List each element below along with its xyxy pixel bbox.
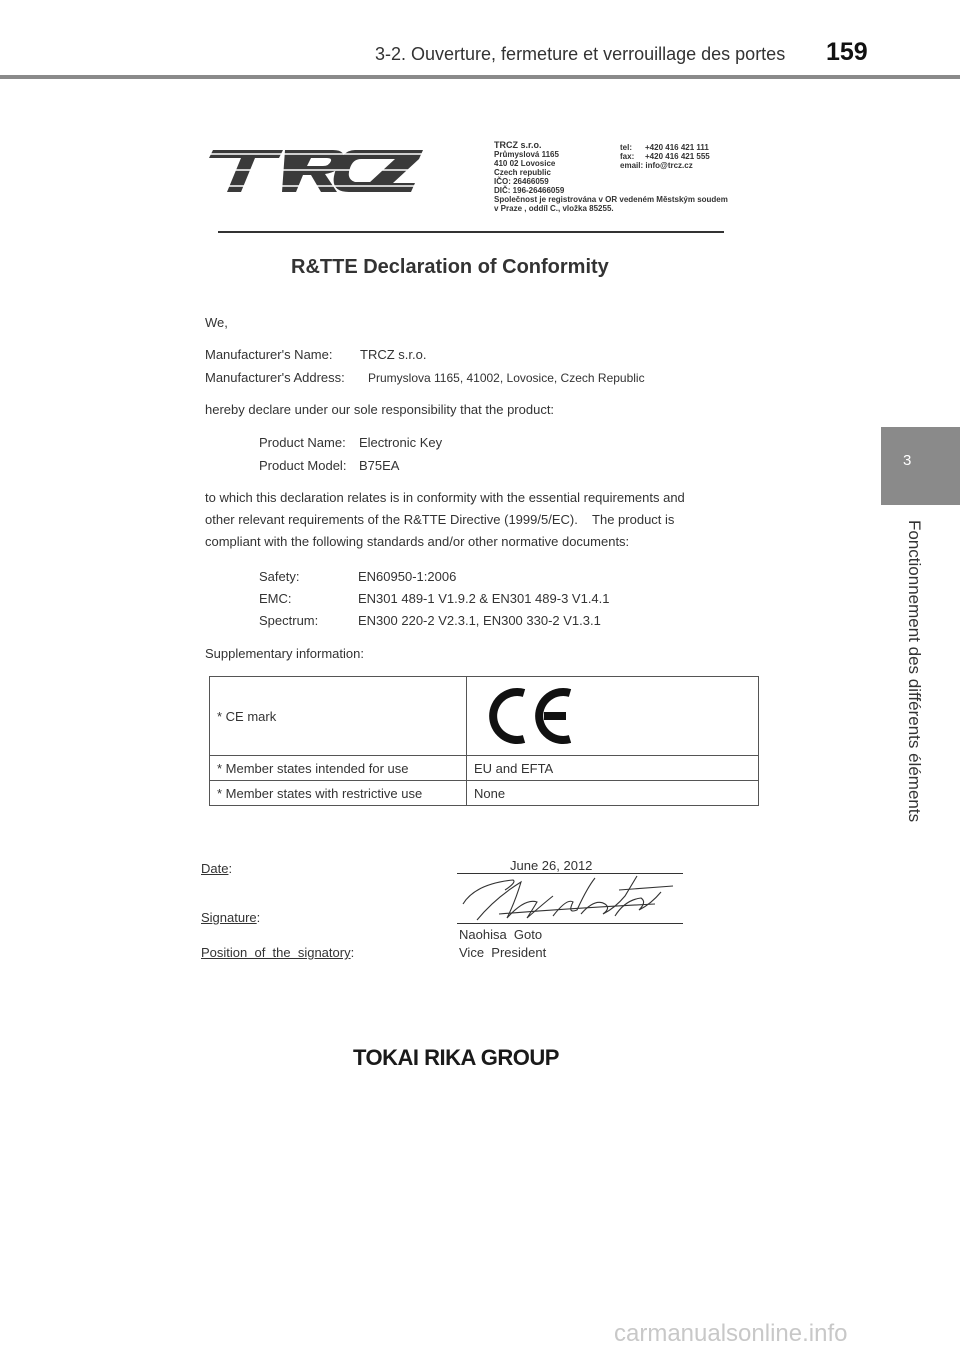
company-line: v Praze , oddíl C., vložka 85255. <box>494 204 614 213</box>
product-name: Electronic Key <box>359 435 443 450</box>
table-row <box>210 677 759 756</box>
signatory-name: Naohisa Goto <box>459 927 543 942</box>
table-cell: EU and EFTA <box>467 756 759 781</box>
company-line: TRCZ s.r.o. <box>494 140 542 150</box>
conformity-line: other relevant requirements of the R&TTE Directive (1999/5/EC). The product is <box>205 512 675 527</box>
chapter-number: 3 <box>903 452 912 469</box>
letterhead-divider <box>218 231 724 233</box>
safety-label: Safety: <box>259 569 300 584</box>
date-value: June 26, 2012 <box>510 858 593 873</box>
trcz-logo <box>205 146 423 194</box>
contact-tel: tel: +420 416 421 111 <box>620 143 709 152</box>
product-model: B75EA <box>359 458 400 473</box>
signature-label: Signature: <box>201 910 261 925</box>
product-name-label: Product Name: <box>259 435 346 450</box>
position-label: Position of the signatory: <box>201 945 355 960</box>
manufacturer-address-label: Manufacturer's Address: <box>205 370 345 385</box>
handwritten-signature <box>455 868 685 928</box>
table-cell: * Member states intended for use <box>210 756 467 781</box>
company-line: Czech republic <box>494 168 551 177</box>
company-line: Průmyslová 1165 <box>494 150 559 159</box>
declaration-title: R&TTE Declaration of Conformity <box>291 256 609 278</box>
table-cell: None <box>467 781 759 806</box>
ce-mark-icon <box>486 685 576 747</box>
emc-standard: EN301 489-1 V1.9.2 & EN301 489-3 V1.4.1 <box>358 591 610 606</box>
manufacturer-address: Prumyslova 1165, 41002, Lovosice, Czech Republic <box>368 371 645 385</box>
conformity-line: to which this declaration relates is in conformity with the essential requirements and <box>205 490 685 505</box>
manufacturer-name-label: Manufacturer's Name: <box>205 347 333 362</box>
company-line: IČO: 26466059 <box>494 177 549 186</box>
date-label: Date: <box>201 861 233 876</box>
position-value: Vice President <box>459 945 547 960</box>
conformity-paragraph <box>205 487 685 553</box>
table-row <box>210 756 759 781</box>
emc-label: EMC: <box>259 591 292 606</box>
table-cell <box>467 677 759 756</box>
table-cell: * CE mark <box>210 677 467 756</box>
table-row <box>210 781 759 806</box>
chapter-label: Fonctionnement des différents éléments <box>905 520 924 823</box>
header-divider <box>0 75 960 79</box>
company-line: Společnost je registrována v OR vedeném Městským soudem <box>494 195 728 204</box>
company-line: DIČ: 196-26466059 <box>494 186 565 195</box>
product-model-label: Product Model: <box>259 458 347 473</box>
tokai-rika-group-logo: TOKAI RIKA GROUP <box>353 1045 559 1070</box>
company-contact <box>620 143 710 170</box>
spectrum-label: Spectrum: <box>259 613 319 628</box>
table-cell: * Member states with restrictive use <box>210 781 467 806</box>
conformity-line: compliant with the following standards and/or other normative documents: <box>205 534 630 549</box>
company-line: 410 02 Lovosice <box>494 159 556 168</box>
intro-text: We, <box>205 315 228 330</box>
watermark: carmanualsonline.info <box>614 1320 848 1347</box>
spectrum-standard: EN300 220-2 V2.3.1, EN300 330-2 V1.3.1 <box>358 613 601 628</box>
contact-fax: fax: +420 416 421 555 <box>620 152 710 161</box>
chapter-tab <box>881 427 960 505</box>
page-number: 159 <box>826 38 868 66</box>
declare-statement: hereby declare under our sole responsibility that the product: <box>205 402 555 417</box>
supplementary-table <box>209 676 759 806</box>
section-title: 3-2. Ouverture, fermeture et verrouillage des portes <box>375 44 786 64</box>
supplementary-label: Supplementary information: <box>205 646 364 661</box>
contact-email: email: info@trcz.cz <box>620 161 693 170</box>
manufacturer-name: TRCZ s.r.o. <box>360 347 427 362</box>
signature-line <box>457 923 683 924</box>
safety-standard: EN60950-1:2006 <box>358 569 457 584</box>
